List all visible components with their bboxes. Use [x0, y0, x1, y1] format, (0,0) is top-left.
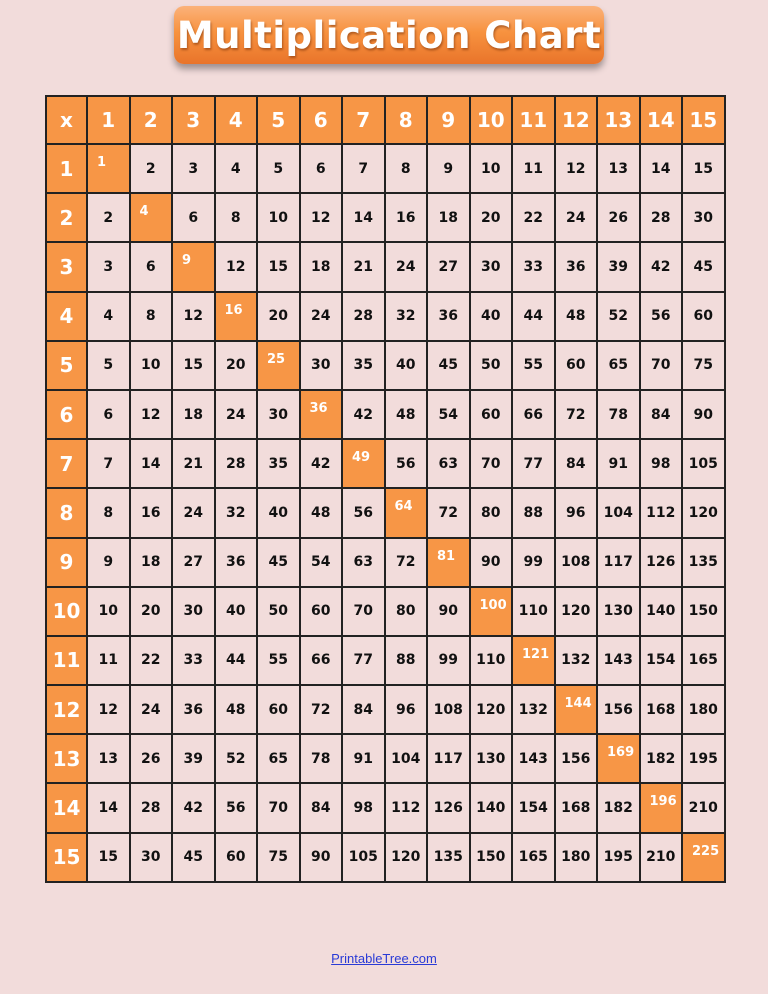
product-cell: 72 [386, 539, 429, 588]
product-cell: 150 [683, 588, 726, 637]
product-cell: 45 [428, 342, 471, 391]
product-cell: 126 [641, 539, 684, 588]
product-cell: 126 [428, 784, 471, 833]
product-cell: 110 [471, 637, 514, 686]
product-cell: 70 [343, 588, 386, 637]
product-cell: 14 [343, 194, 386, 243]
product-cell: 90 [428, 588, 471, 637]
product-cell: 3 [88, 243, 131, 292]
column-header-cell: 15 [683, 97, 726, 145]
product-cell: 84 [301, 784, 344, 833]
product-cell: 210 [641, 834, 684, 883]
product-cell: 8 [88, 489, 131, 538]
column-header-cell: 5 [258, 97, 301, 145]
product-cell: 63 [343, 539, 386, 588]
product-cell: 15 [683, 145, 726, 194]
product-cell: 45 [173, 834, 216, 883]
product-cell: 104 [598, 489, 641, 538]
product-cell: 28 [216, 440, 259, 489]
product-cell: 77 [513, 440, 556, 489]
product-cell: 80 [386, 588, 429, 637]
product-cell: 20 [216, 342, 259, 391]
product-cell: 28 [131, 784, 174, 833]
product-cell: 8 [386, 145, 429, 194]
product-cell: 5 [258, 145, 301, 194]
product-cell: 18 [301, 243, 344, 292]
product-cell: 30 [471, 243, 514, 292]
product-cell: 120 [556, 588, 599, 637]
footer-link[interactable]: PrintableTree.com [331, 951, 437, 966]
product-cell: 45 [258, 539, 301, 588]
product-cell: 45 [683, 243, 726, 292]
product-cell: 10 [88, 588, 131, 637]
product-cell: 24 [131, 686, 174, 735]
product-cell: 24 [301, 293, 344, 342]
product-cell: 88 [513, 489, 556, 538]
product-cell: 32 [216, 489, 259, 538]
row-header-cell: 1 [47, 145, 88, 194]
product-cell: 36 [428, 293, 471, 342]
product-cell: 180 [683, 686, 726, 735]
product-cell: 42 [301, 440, 344, 489]
product-cell: 14 [88, 784, 131, 833]
product-cell: 55 [258, 637, 301, 686]
product-cell: 21 [343, 243, 386, 292]
product-cell: 75 [683, 342, 726, 391]
product-cell: 28 [343, 293, 386, 342]
product-cell: 65 [258, 735, 301, 784]
product-cell: 150 [471, 834, 514, 883]
product-cell: 75 [258, 834, 301, 883]
row-header-cell: 7 [47, 440, 88, 489]
product-cell: 35 [343, 342, 386, 391]
product-cell: 156 [598, 686, 641, 735]
product-cell: 60 [258, 686, 301, 735]
product-cell: 5 [88, 342, 131, 391]
product-cell: 22 [131, 637, 174, 686]
product-cell: 15 [173, 342, 216, 391]
product-cell: 56 [343, 489, 386, 538]
product-cell: 140 [471, 784, 514, 833]
product-cell: 90 [683, 391, 726, 440]
corner-header-cell: x [47, 97, 88, 145]
square-value-cell: 121 [513, 637, 556, 686]
product-cell: 6 [131, 243, 174, 292]
product-cell: 210 [683, 784, 726, 833]
product-cell: 32 [386, 293, 429, 342]
product-cell: 78 [598, 391, 641, 440]
product-cell: 24 [173, 489, 216, 538]
column-header-cell: 14 [641, 97, 684, 145]
row-header-cell: 5 [47, 342, 88, 391]
product-cell: 8 [216, 194, 259, 243]
product-cell: 7 [88, 440, 131, 489]
product-cell: 78 [301, 735, 344, 784]
product-cell: 6 [88, 391, 131, 440]
page-title: Multiplication Chart [176, 13, 602, 57]
product-cell: 33 [173, 637, 216, 686]
product-cell: 12 [131, 391, 174, 440]
product-cell: 140 [641, 588, 684, 637]
product-cell: 24 [556, 194, 599, 243]
product-cell: 24 [386, 243, 429, 292]
product-cell: 11 [513, 145, 556, 194]
product-cell: 30 [131, 834, 174, 883]
product-cell: 168 [556, 784, 599, 833]
product-cell: 40 [471, 293, 514, 342]
row-header-cell: 3 [47, 243, 88, 292]
product-cell: 91 [598, 440, 641, 489]
product-cell: 48 [386, 391, 429, 440]
product-cell: 165 [683, 637, 726, 686]
product-cell: 6 [173, 194, 216, 243]
product-cell: 20 [131, 588, 174, 637]
product-cell: 195 [683, 735, 726, 784]
product-cell: 13 [88, 735, 131, 784]
product-cell: 84 [556, 440, 599, 489]
product-cell: 72 [301, 686, 344, 735]
product-cell: 44 [216, 637, 259, 686]
column-header-cell: 4 [216, 97, 259, 145]
square-value-cell: 100 [471, 588, 514, 637]
product-cell: 11 [88, 637, 131, 686]
product-cell: 120 [683, 489, 726, 538]
product-cell: 70 [641, 342, 684, 391]
product-cell: 10 [131, 342, 174, 391]
product-cell: 65 [598, 342, 641, 391]
product-cell: 10 [471, 145, 514, 194]
product-cell: 12 [556, 145, 599, 194]
column-header-cell: 2 [131, 97, 174, 145]
product-cell: 108 [556, 539, 599, 588]
product-cell: 154 [641, 637, 684, 686]
product-cell: 36 [556, 243, 599, 292]
product-cell: 18 [131, 539, 174, 588]
product-cell: 52 [598, 293, 641, 342]
product-cell: 195 [598, 834, 641, 883]
row-header-cell: 2 [47, 194, 88, 243]
product-cell: 14 [641, 145, 684, 194]
product-cell: 26 [598, 194, 641, 243]
product-cell: 60 [471, 391, 514, 440]
product-cell: 2 [88, 194, 131, 243]
multiplication-table [45, 95, 726, 883]
column-header-cell: 3 [173, 97, 216, 145]
product-cell: 15 [88, 834, 131, 883]
product-cell: 99 [428, 637, 471, 686]
column-header-cell: 13 [598, 97, 641, 145]
product-cell: 72 [428, 489, 471, 538]
square-value-cell: 49 [343, 440, 386, 489]
product-cell: 36 [216, 539, 259, 588]
product-cell: 40 [258, 489, 301, 538]
product-cell: 105 [343, 834, 386, 883]
product-cell: 77 [343, 637, 386, 686]
square-value-cell: 4 [131, 194, 174, 243]
square-value-cell: 144 [556, 686, 599, 735]
product-cell: 56 [641, 293, 684, 342]
product-cell: 70 [258, 784, 301, 833]
product-cell: 39 [173, 735, 216, 784]
product-cell: 21 [173, 440, 216, 489]
product-cell: 99 [513, 539, 556, 588]
product-cell: 4 [88, 293, 131, 342]
row-header-cell: 14 [47, 784, 88, 833]
product-cell: 30 [683, 194, 726, 243]
product-cell: 88 [386, 637, 429, 686]
square-value-cell: 169 [598, 735, 641, 784]
square-value-cell: 64 [386, 489, 429, 538]
title-banner [174, 6, 604, 64]
product-cell: 117 [598, 539, 641, 588]
row-header-cell: 6 [47, 391, 88, 440]
square-value-cell: 16 [216, 293, 259, 342]
row-header-cell: 4 [47, 293, 88, 342]
product-cell: 143 [513, 735, 556, 784]
row-header-cell: 8 [47, 489, 88, 538]
product-cell: 96 [556, 489, 599, 538]
product-cell: 12 [216, 243, 259, 292]
product-cell: 44 [513, 293, 556, 342]
product-cell: 120 [471, 686, 514, 735]
product-cell: 42 [641, 243, 684, 292]
product-cell: 165 [513, 834, 556, 883]
product-cell: 105 [683, 440, 726, 489]
product-cell: 6 [301, 145, 344, 194]
column-header-cell: 1 [88, 97, 131, 145]
column-header-cell: 7 [343, 97, 386, 145]
product-cell: 63 [428, 440, 471, 489]
column-header-cell: 10 [471, 97, 514, 145]
product-cell: 33 [513, 243, 556, 292]
product-cell: 143 [598, 637, 641, 686]
column-header-cell: 12 [556, 97, 599, 145]
square-value-cell: 225 [683, 834, 726, 883]
product-cell: 48 [556, 293, 599, 342]
product-cell: 70 [471, 440, 514, 489]
product-cell: 30 [258, 391, 301, 440]
product-cell: 154 [513, 784, 556, 833]
product-cell: 90 [301, 834, 344, 883]
product-cell: 54 [301, 539, 344, 588]
product-cell: 18 [428, 194, 471, 243]
product-cell: 108 [428, 686, 471, 735]
product-cell: 72 [556, 391, 599, 440]
product-cell: 20 [258, 293, 301, 342]
row-header-cell: 10 [47, 588, 88, 637]
product-cell: 112 [386, 784, 429, 833]
product-cell: 12 [173, 293, 216, 342]
product-cell: 50 [471, 342, 514, 391]
product-cell: 117 [428, 735, 471, 784]
product-cell: 28 [641, 194, 684, 243]
column-header-cell: 9 [428, 97, 471, 145]
product-cell: 39 [598, 243, 641, 292]
product-cell: 16 [131, 489, 174, 538]
product-cell: 24 [216, 391, 259, 440]
product-cell: 135 [683, 539, 726, 588]
product-cell: 130 [471, 735, 514, 784]
product-cell: 120 [386, 834, 429, 883]
product-cell: 135 [428, 834, 471, 883]
product-cell: 98 [343, 784, 386, 833]
product-cell: 30 [301, 342, 344, 391]
product-cell: 91 [343, 735, 386, 784]
product-cell: 50 [258, 588, 301, 637]
product-cell: 66 [301, 637, 344, 686]
product-cell: 15 [258, 243, 301, 292]
product-cell: 90 [471, 539, 514, 588]
product-cell: 60 [301, 588, 344, 637]
column-header-cell: 6 [301, 97, 344, 145]
product-cell: 132 [513, 686, 556, 735]
product-cell: 40 [216, 588, 259, 637]
product-cell: 48 [216, 686, 259, 735]
product-cell: 12 [88, 686, 131, 735]
product-cell: 20 [471, 194, 514, 243]
square-value-cell: 1 [88, 145, 131, 194]
square-value-cell: 36 [301, 391, 344, 440]
product-cell: 182 [641, 735, 684, 784]
product-cell: 54 [428, 391, 471, 440]
product-cell: 180 [556, 834, 599, 883]
product-cell: 22 [513, 194, 556, 243]
product-cell: 42 [343, 391, 386, 440]
product-cell: 56 [386, 440, 429, 489]
product-cell: 30 [173, 588, 216, 637]
square-value-cell: 81 [428, 539, 471, 588]
product-cell: 112 [641, 489, 684, 538]
product-cell: 27 [173, 539, 216, 588]
product-cell: 110 [513, 588, 556, 637]
product-cell: 36 [173, 686, 216, 735]
product-cell: 35 [258, 440, 301, 489]
product-cell: 132 [556, 637, 599, 686]
product-cell: 42 [173, 784, 216, 833]
product-cell: 66 [513, 391, 556, 440]
product-cell: 9 [88, 539, 131, 588]
product-cell: 3 [173, 145, 216, 194]
product-cell: 156 [556, 735, 599, 784]
product-cell: 80 [471, 489, 514, 538]
product-cell: 10 [258, 194, 301, 243]
square-value-cell: 9 [173, 243, 216, 292]
product-cell: 48 [301, 489, 344, 538]
product-cell: 168 [641, 686, 684, 735]
row-header-cell: 9 [47, 539, 88, 588]
product-cell: 84 [641, 391, 684, 440]
product-cell: 130 [598, 588, 641, 637]
row-header-cell: 11 [47, 637, 88, 686]
product-cell: 12 [301, 194, 344, 243]
product-cell: 96 [386, 686, 429, 735]
product-cell: 84 [343, 686, 386, 735]
product-cell: 98 [641, 440, 684, 489]
product-cell: 55 [513, 342, 556, 391]
product-cell: 9 [428, 145, 471, 194]
product-cell: 27 [428, 243, 471, 292]
row-header-cell: 13 [47, 735, 88, 784]
product-cell: 60 [683, 293, 726, 342]
product-cell: 4 [216, 145, 259, 194]
product-cell: 60 [556, 342, 599, 391]
product-cell: 13 [598, 145, 641, 194]
row-header-cell: 12 [47, 686, 88, 735]
product-cell: 56 [216, 784, 259, 833]
column-header-cell: 11 [513, 97, 556, 145]
product-cell: 182 [598, 784, 641, 833]
product-cell: 40 [386, 342, 429, 391]
product-cell: 14 [131, 440, 174, 489]
product-cell: 8 [131, 293, 174, 342]
column-header-cell: 8 [386, 97, 429, 145]
product-cell: 18 [173, 391, 216, 440]
product-cell: 7 [343, 145, 386, 194]
product-cell: 52 [216, 735, 259, 784]
row-header-cell: 15 [47, 834, 88, 883]
square-value-cell: 196 [641, 784, 684, 833]
product-cell: 16 [386, 194, 429, 243]
product-cell: 104 [386, 735, 429, 784]
square-value-cell: 25 [258, 342, 301, 391]
product-cell: 2 [131, 145, 174, 194]
product-cell: 26 [131, 735, 174, 784]
product-cell: 60 [216, 834, 259, 883]
